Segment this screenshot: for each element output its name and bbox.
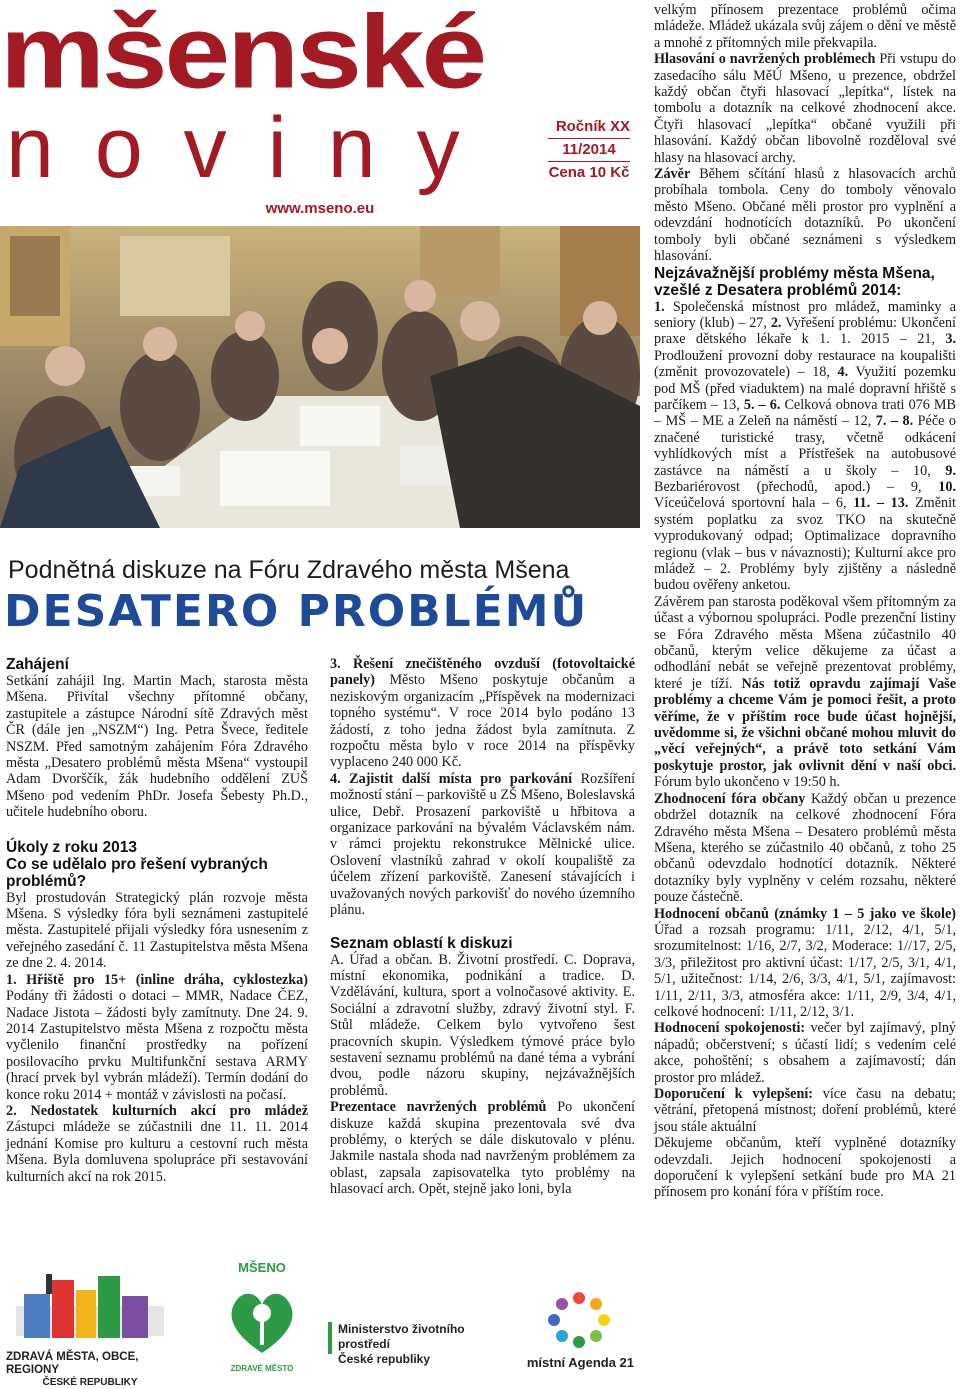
logo-text: Ministerstvo životního prostředí — [337, 1322, 465, 1351]
problem-rank: 4. — [837, 364, 849, 381]
paragraph-text: Po ukončení diskuze každá skupina prezentovala své dva problémy, o kterých se dále diskutovalo v plénu. Jakmile nastala shoda nad navrženým problémem za oblast, zapsala zapisovatelka tyto problémy na hlasovací arch. Opět, stejně jako loni, byla — [330, 1099, 635, 1198]
bold-lead: Hodnocení spokojenosti: — [654, 1020, 806, 1037]
paragraph — [330, 1099, 635, 1197]
heading-zahajeni: Zahájení — [6, 656, 69, 673]
article-title: DESATERO PROBLÉMŮ — [4, 586, 589, 637]
paragraph-text: Závěrem pan starosta poděkoval všem přítomným za účast a výbornou spolupráci. Podle prezenční listiny se Fóra Zdravého města Mšena zúčastnilo 40 občanů, kterým velice děkujeme za účast a odhodlání nebát se veřejně prezentovat problémy, které je tíží. — [654, 593, 956, 692]
bold-lead: Prezentace navržených problémů — [330, 1099, 547, 1116]
meeting-photo — [0, 226, 640, 528]
paragraph: Děkujeme občanům, kteří vyplněné dotazníky odevzdali. Jejich hodnocení spokojenosti a doporučení k vylepšení setkání bude pro MA 21 přínosem pro konání fóra v příštím roce. — [654, 1135, 956, 1201]
partner-logos — [0, 1260, 640, 1386]
paragraph — [330, 656, 635, 771]
paragraph — [330, 771, 635, 919]
paragraph — [654, 51, 956, 166]
logo-agenda21 — [522, 1290, 634, 1382]
issue-number: 11/2014 — [562, 141, 616, 158]
masthead — [0, 0, 640, 240]
bold-lead: Hodnocení občanů (známky 1 – 5 jako ve škole) — [654, 905, 956, 922]
paragraph — [654, 791, 956, 906]
paragraph — [654, 1086, 956, 1135]
paragraph-text: Každý občan u prezence obdržel dotazník na celkové zhodnocení Fóra Zdravého města Mšena – Desatero problémů města Mšena, kterého se zúčastnilo 40 občanů, z toho 25 občanů odevzdalo hodnotící dotazník. Některé dotazníky byly vyplněny v celém rozsahu, některé pouze částečně. — [654, 790, 956, 906]
heart-leaf-icon — [222, 1275, 302, 1359]
logo-text: místní Agenda 21 — [526, 1355, 634, 1370]
problem-text: Bezbariérovost (přechodů, apod.) – 9, — [654, 478, 939, 495]
masthead-title-top: mšenské — [0, 0, 485, 111]
masthead-title-bottom: noviny — [6, 100, 501, 196]
logo-mseno — [222, 1260, 302, 1384]
paragraph: A. Úřad a občan. B. Životní prostředí. C. Doprava, místní ekonomika, podnikání a tradice. D. Vzdělávání, kultura, sport a volnočasové aktivity. E. Sociální a zdravotní služby, zdravý životní styl. F. Stůl mládeže. Celkem bylo vytvořeno šest pracovních skupin. Výsledkem týmové práce bylo sestavení seznamu problémů na dané téma a vybrání dvou, podle názoru skupiny, nejzávažnějších problémů. — [330, 951, 635, 1099]
paragraph-text: Fórum bylo ukončeno v 19:50 h. — [654, 774, 841, 791]
paragraph — [654, 166, 956, 264]
bold-lead: 1. Hřiště pro 15+ (inline dráha, cyklostezka) — [6, 971, 308, 988]
bold-lead: 2. Nedostatek kulturních akcí pro mládež — [6, 1102, 308, 1119]
paragraph — [654, 1020, 956, 1086]
problem-rank: 3. — [945, 331, 956, 348]
bold-statement: Nás totiž opravdu zajímají Vaše problémy a chceme Vám je pomoci řešit, a proto věříme, že v příštím roce bude účast hojnější, uvědomme si, že všichni občané mohou mluvit do „věcí veřejných“, a právě toto setkání Vám poskytuje prostor, jak ovlivnit dění v naší obci. — [654, 675, 956, 774]
problem-text: Využití pozemku pod MŠ (před viaduktem) na malé dopravní hřiště s parčíkem – 13, — [654, 364, 956, 413]
logo-text: ČESKÉ REPUBLIKY — [42, 1377, 138, 1388]
problem-text: Péče o značené turistické trasy, včetně odkácení vyhlídkových míst a Přístřešek na autobusové zastávce na náměstí a u školy – 10, — [654, 413, 956, 479]
problem-text: Prodloužení provozní doby restaurace na koupališti (změnit provozovatele) – 18, — [654, 347, 956, 381]
paragraph-text: Město Mšeno poskytuje občanům a neziskovým organizacím „Příspěvek na modernizaci topného systému“. V roce 2014 bylo podáno 13 žádostí, z toho jedna žádost byla zamítnuta. Z rozpočtu města bylo v roce 2014 na příspěvky vyplaceno 240 000 Kč. — [330, 672, 635, 771]
logo-zdrava-mesta — [6, 1266, 174, 1388]
logo-text: České republiky — [337, 1352, 430, 1366]
column-3 — [654, 2, 956, 1201]
problem-rank: 5. – 6. — [743, 396, 781, 413]
paragraph — [654, 594, 956, 791]
logo-ministerstvo — [328, 1322, 518, 1367]
heading-top-problems: Nejzávažnější problémy města Mšena, vzešlé z Desatera problémů 2014: — [654, 264, 935, 299]
heading-ukoly: Úkoly z roku 2013 — [6, 838, 137, 856]
bold-lead: 3. Řešení znečištěného ovzduší (fotovoltaické panely) — [330, 656, 635, 689]
column-2 — [330, 656, 635, 1198]
problem-text: Změnit systém poplatku za svoz TKO na skutečně vyprodukovaný odpad; Optimalizace dopravního regionu (vlak – bus v návaznosti); Kulturní akce pro mládež – 2. — [654, 495, 956, 577]
bold-lead: Doporučení k vylepšení: — [654, 1086, 814, 1102]
paragraph: Setkání zahájil Ing. Martin Mach, starosta města Mšena. Přivítal všechny přítomné občany, zastupitele a zástupce Národní sítě Zdravých měst ČR (dále jen „NSZM“) Ing. Petra Švece, ředitele NSZM. Před samotným zahájením Fóra Zdravého města „Desatero problémů města Mšena“ vystoupil Adam Dvorščík, žák hudebního oddělení ZUŠ Mšeno pod vedením PhDr. Josefa Šebesty Ph.D., učitele hudebního oboru. — [6, 673, 308, 821]
paragraph — [6, 972, 308, 1103]
problem-rank: 1. — [654, 298, 665, 315]
column-1 — [6, 656, 308, 1185]
problem-text: Celková obnova trati 076 MB – MŠ – ME a Zeleň na náměstí – 12, — [654, 396, 957, 430]
logo-text: ZDRAVÁ MĚSTA, OBCE, REGIONY — [6, 1351, 139, 1376]
paragraph: Byl prostudován Strategický plán rozvoje města Mšena. S výsledky fóra byli seznámeni zastupitelé města. Zastupitelé přijali výsledky fóra usnesením z veřejného zasedání č. 11 Zastupitelstva města Mšena ze dne 2. 4. 2014. — [6, 889, 308, 972]
volume-label: Ročník XX — [555, 118, 630, 135]
heading-seznam: Seznam oblastí k diskuzi — [330, 934, 513, 952]
paragraph — [6, 1103, 308, 1185]
problem-rank: 10. — [938, 478, 956, 495]
paragraph — [654, 906, 956, 1021]
paragraph-text: více času na debatu; větrání, přetopená místnost; doření problémů, které jsou stále aktuální — [654, 1086, 956, 1135]
zdrava-mesta-emblem-icon — [6, 1266, 174, 1346]
paragraph-text: večer byl zajímavý, plný nápadů; občerstvení; s účastí lidí; s vedením celé akce, pohoštění; s obsahem a zajímavostí; dán prostor pro mládež. — [654, 1020, 957, 1086]
paragraph-text: Úřad a rozsah programu: 1/11, 2/12, 4/1, 5/1, srozumitelnost: 1/16, 2/7, 3/2, Moderace: 1//17, 2/5, 3/3, přiležitost pro aktivní účast: 1/17, 2/5, 3/1, 4/1, 5/1, užitečnost: 1/14, 2/6, 3/3, 4/1, 5/1, zajímavost: 1/11, 2/11, 3/3, atmosféra akce: 1/11, 2/9, 3/4, 4/1, celkové hodnocení: 1/11, 2/12, 3/1. — [654, 921, 956, 1020]
heading-ukoly-sub: Co se udělalo pro řešení vybraných problémů? — [6, 855, 268, 890]
paragraph-text: Při vstupu do zasedacího sálu MěÚ Mšeno, u prezence, obdržel každý občan čtyři hlasovací „lepítka“, lístek na tombolu a dotazník na celkové zhodnocení akce. Čtyři hlasovací „lepítka“ občané využili při hlasování. Každý občan libovolně rozděloval své hlasy na hlasovací archy. — [654, 51, 956, 166]
bold-lead: Zhodnocení fóra občany — [654, 790, 806, 807]
paragraph-text: Rozšíření možností stání – parkoviště u ZŠ Mšeno, Boleslavská ulice, Debř. Prosazení parkoviště u hřbitova a organizace parkování na bývalém Václavském nám. v rámci projektu rekonstrukce Mělnické ulice. Oslovení vlastníků zahrad v okolí koupaliště za účelem zřízení parkoviště. Zanesení stávajících i uvažovaných nových parkovišť do nového územního plánu. — [330, 770, 636, 919]
bold-lead: Závěr — [654, 166, 691, 183]
article-subtitle: Podnětná diskuze na Fóru Zdravého města Mšena — [8, 556, 570, 584]
website-url[interactable]: www.mseno.eu — [265, 200, 375, 217]
logo-text: MŠENO — [238, 1260, 286, 1275]
paragraph: velkým přínosem prezentace problémů očima mládeže. Mládež ukázala svůj zájem o dění ve městě a mnohé z přítomných mile překvapila. — [654, 2, 956, 51]
problem-text: Společenská místnost pro mládež, maminky a seniory (klub) – 27, — [654, 298, 956, 331]
bold-lead: Hlasování o navržených problémech — [654, 51, 876, 68]
paragraph-text: Zástupci mládeže se zúčastnili dne 11. 11. 2014 jednání Komise pro kulturu a cestovní ruch města Mšena. Byla domluvena spolupráce při sestavování kulturních akcí na rok 2015. — [6, 1119, 308, 1185]
problem-text: Problémy byly zjištěny a následně budou ověřeny anketou. — [654, 561, 956, 594]
price-label: Cena 10 Kč — [548, 164, 630, 181]
logo-text: ZDRAVÉ MĚSTO — [230, 1364, 294, 1373]
issue-info — [548, 118, 630, 182]
problem-rank: 7. – 8. — [875, 413, 914, 430]
paragraph-text: Během sčítání hlasů z hlasovacích archů probíhala tombola. Ceny do tomboly věnovalo město Mšeno. Občané měli prostor pro vyplnění a odevzdání hodnotících dotazníků. Po ukončení tomboly byli občané seznámeni s výsledkem hlasování. — [654, 166, 956, 265]
green-bar-icon — [328, 1322, 332, 1354]
problem-rank: 11. – 13. — [853, 495, 909, 512]
top-problems-list — [654, 299, 956, 594]
problem-text: Víceúčelová sportovní hala – 6, — [654, 495, 854, 512]
problem-rank: 9. — [945, 462, 956, 479]
bold-lead: 4. Zajistit další místa pro parkování — [330, 770, 573, 787]
paragraph-text: Podány tři žádosti o dotaci – MMR, Nadace ČEZ, Nadace Jistota – žádosti byly zamítnuty. Dne 24. 9. 2014 Zastupitelstvo města Mšena z rozpočtu města vyčlenilo finanční prostředky na pořízení posilovacího prvku Multifunkční sestava ARMY (hrací prvek byl vybrán mládeží). Termín dodání do konce roku 2014 + montáž v závislosti na počasí. — [6, 988, 308, 1103]
problem-text: Vyřešení problému: Ukončení praxe dětského lékaře k 1. 1. 2015 – 21, — [654, 314, 956, 348]
problem-rank: 2. — [770, 314, 782, 331]
agenda21-dots-icon — [544, 1290, 614, 1350]
